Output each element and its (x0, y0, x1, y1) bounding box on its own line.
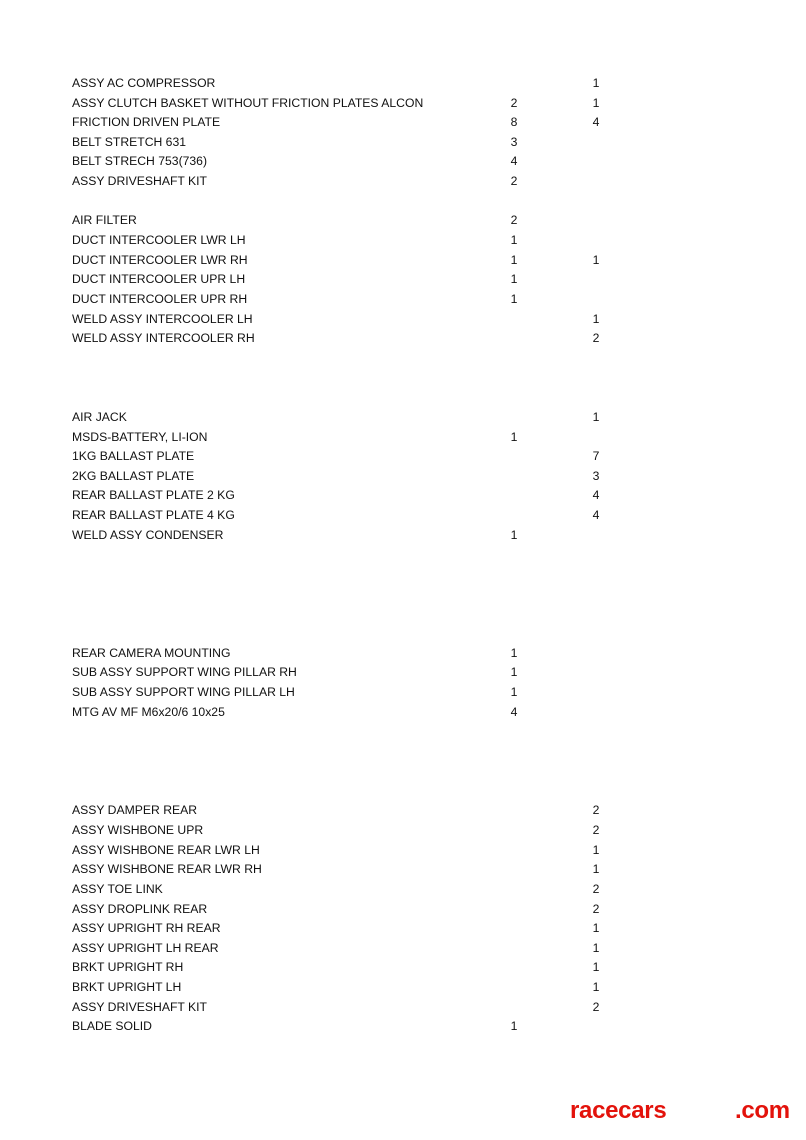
part-name: ASSY DAMPER REAR (72, 803, 198, 817)
table-row (0, 703, 806, 723)
part-name: ASSY CLUTCH BASKET WITHOUT FRICTION PLATES ALCON (72, 96, 424, 110)
table-row (0, 900, 806, 920)
part-qty-b: 1 (592, 76, 600, 90)
part-qty-b: 1 (592, 96, 600, 110)
part-name: ASSY UPRIGHT RH REAR (72, 921, 221, 935)
table-row (0, 447, 806, 467)
part-name: ASSY DRIVESHAFT KIT (72, 174, 208, 188)
table-row (0, 251, 806, 271)
part-qty-a: 1 (510, 685, 518, 699)
watermark-racecars: racecars (570, 1097, 667, 1124)
part-name: ASSY TOE LINK (72, 882, 163, 896)
part-qty-a: 1 (510, 253, 518, 267)
table-row (0, 526, 806, 546)
part-qty-a: 2 (510, 174, 518, 188)
table-row (0, 486, 806, 506)
part-name: FRICTION DRIVEN PLATE (72, 115, 221, 129)
part-qty-a: 1 (510, 430, 518, 444)
part-name: ASSY WISHBONE REAR LWR RH (72, 862, 262, 876)
part-name: AIR JACK (72, 410, 127, 424)
part-qty-b: 1 (592, 980, 600, 994)
part-qty-b: 1 (592, 960, 600, 974)
part-name: 2KG BALLAST PLATE (72, 469, 195, 483)
table-row (0, 113, 806, 133)
table-row (0, 133, 806, 153)
part-qty-b: 2 (592, 882, 600, 896)
part-name: DUCT INTERCOOLER LWR LH (72, 233, 246, 247)
part-name: DUCT INTERCOOLER UPR RH (72, 292, 248, 306)
table-row (0, 211, 806, 231)
part-name: REAR BALLAST PLATE 4 KG (72, 508, 235, 522)
part-qty-b: 1 (592, 312, 600, 326)
table-row (0, 821, 806, 841)
table-row (0, 860, 806, 880)
part-qty-b: 1 (592, 843, 600, 857)
part-name: ASSY DROPLINK REAR (72, 902, 208, 916)
part-qty-a: 2 (510, 96, 518, 110)
table-row (0, 801, 806, 821)
table-row (0, 506, 806, 526)
part-name: BRKT UPRIGHT RH (72, 960, 184, 974)
part-name: WELD ASSY INTERCOOLER LH (72, 312, 253, 326)
table-row (0, 841, 806, 861)
part-qty-a: 1 (510, 665, 518, 679)
part-name: ASSY UPRIGHT LH REAR (72, 941, 219, 955)
part-name: 1KG BALLAST PLATE (72, 449, 195, 463)
part-qty-b: 2 (592, 902, 600, 916)
table-row (0, 998, 806, 1018)
part-qty-a: 2 (510, 213, 518, 227)
part-qty-a: 1 (510, 528, 518, 542)
part-qty-b: 1 (592, 862, 600, 876)
part-name: BELT STRETCH 631 (72, 135, 187, 149)
part-qty-b: 3 (592, 469, 600, 483)
part-qty-b: 1 (592, 253, 600, 267)
part-name: REAR CAMERA MOUNTING (72, 646, 231, 660)
part-name: SUB ASSY SUPPORT WING PILLAR RH (72, 665, 297, 679)
part-qty-a: 4 (510, 154, 518, 168)
part-qty-a: 1 (510, 1019, 518, 1033)
watermark-dotcom: .com (735, 1097, 790, 1124)
table-row (0, 1017, 806, 1037)
table-row (0, 939, 806, 959)
part-name: BELT STRECH 753(736) (72, 154, 208, 168)
table-row (0, 428, 806, 448)
part-qty-b: 4 (592, 115, 600, 129)
part-qty-b: 4 (592, 488, 600, 502)
part-name: DUCT INTERCOOLER UPR LH (72, 272, 246, 286)
part-qty-a: 3 (510, 135, 518, 149)
table-row (0, 978, 806, 998)
table-row (0, 329, 806, 349)
table-row (0, 290, 806, 310)
part-qty-a: 4 (510, 705, 518, 719)
part-name: AIR FILTER (72, 213, 137, 227)
table-row (0, 270, 806, 290)
part-qty-a: 8 (510, 115, 518, 129)
part-name: WELD ASSY CONDENSER (72, 528, 224, 542)
table-row (0, 94, 806, 114)
part-name: ASSY WISHBONE REAR LWR LH (72, 843, 260, 857)
part-name: ASSY WISHBONE UPR (72, 823, 204, 837)
part-name: REAR BALLAST PLATE 2 KG (72, 488, 235, 502)
part-qty-a: 1 (510, 233, 518, 247)
part-name: WELD ASSY INTERCOOLER RH (72, 331, 255, 345)
table-row (0, 467, 806, 487)
table-row (0, 152, 806, 172)
part-qty-b: 2 (592, 1000, 600, 1014)
table-row (0, 74, 806, 94)
part-qty-b: 4 (592, 508, 600, 522)
part-name: SUB ASSY SUPPORT WING PILLAR LH (72, 685, 295, 699)
part-qty-b: 2 (592, 823, 600, 837)
table-row (0, 683, 806, 703)
part-qty-b: 2 (592, 803, 600, 817)
part-qty-b: 1 (592, 941, 600, 955)
part-qty-b: 1 (592, 921, 600, 935)
part-name: ASSY DRIVESHAFT KIT (72, 1000, 208, 1014)
part-name: DUCT INTERCOOLER LWR RH (72, 253, 248, 267)
part-qty-a: 1 (510, 272, 518, 286)
table-row (0, 880, 806, 900)
table-row (0, 310, 806, 330)
table-row (0, 663, 806, 683)
part-qty-b: 7 (592, 449, 600, 463)
table-row (0, 958, 806, 978)
part-qty-a: 1 (510, 292, 518, 306)
part-name: ASSY AC COMPRESSOR (72, 76, 216, 90)
table-row (0, 172, 806, 192)
table-row (0, 231, 806, 251)
part-name: BLADE SOLID (72, 1019, 152, 1033)
table-row (0, 408, 806, 428)
part-name: MTG AV MF M6x20/6 10x25 (72, 705, 225, 719)
part-qty-b: 1 (592, 410, 600, 424)
part-name: BRKT UPRIGHT LH (72, 980, 182, 994)
part-qty-a: 1 (510, 646, 518, 660)
table-row (0, 644, 806, 664)
table-row (0, 919, 806, 939)
part-qty-b: 2 (592, 331, 600, 345)
part-name: MSDS-BATTERY, LI-ION (72, 430, 208, 444)
